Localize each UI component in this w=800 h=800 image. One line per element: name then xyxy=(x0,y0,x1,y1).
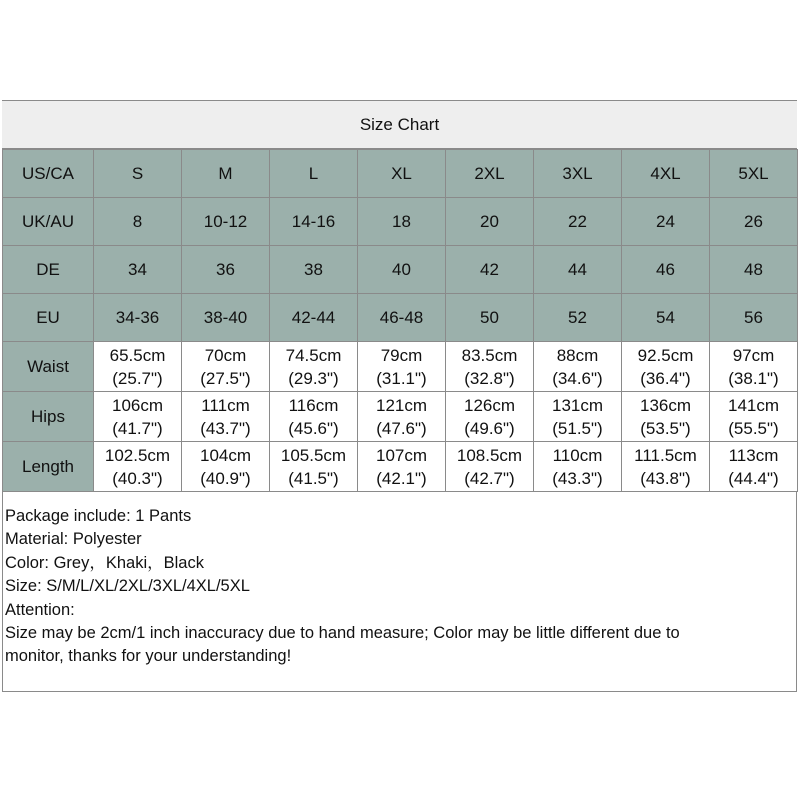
size-cell: 42-44 xyxy=(270,294,358,342)
size-cell: 3XL xyxy=(534,150,622,198)
row-label: UK/AU xyxy=(3,198,94,246)
size-cell: 44 xyxy=(534,246,622,294)
measure-cell xyxy=(446,442,534,492)
size-cell: 40 xyxy=(358,246,446,294)
size-cell: 46 xyxy=(622,246,710,294)
measure-cell xyxy=(622,442,710,492)
measure-cm: 121cm xyxy=(375,395,428,415)
measure-cm: 70cm xyxy=(204,345,247,365)
measure-cell xyxy=(622,342,710,392)
measure-cell xyxy=(710,392,798,442)
measure-cm: 116cm xyxy=(288,395,339,415)
measure-cell xyxy=(94,442,182,492)
size-cell: 4XL xyxy=(622,150,710,198)
measure-cell xyxy=(270,442,358,492)
measure-inch: (25.7") xyxy=(112,368,163,388)
measure-cm: 97cm xyxy=(732,345,775,365)
size-cell: 20 xyxy=(446,198,534,246)
measure-inch: (45.6") xyxy=(288,418,339,438)
size-cell: 56 xyxy=(710,294,798,342)
measure-cm: 83.5cm xyxy=(461,345,518,365)
measure-inch: (55.5") xyxy=(728,418,779,438)
size-cell: 18 xyxy=(358,198,446,246)
size-cell: 26 xyxy=(710,198,798,246)
measure-cell xyxy=(534,442,622,492)
measure-cell xyxy=(358,392,446,442)
measure-cell xyxy=(446,342,534,392)
row-label: US/CA xyxy=(3,150,94,198)
measure-cell xyxy=(534,392,622,442)
note-attention-text-2: monitor, thanks for your understanding! xyxy=(5,647,292,666)
measure-inch: (40.3") xyxy=(112,468,163,488)
size-cell: 46-48 xyxy=(358,294,446,342)
measure-inch: (42.1") xyxy=(376,468,427,488)
size-cell: 22 xyxy=(534,198,622,246)
measure-inch: (43.3") xyxy=(552,468,603,488)
measure-cm: 92.5cm xyxy=(637,345,694,365)
measure-cm: 102.5cm xyxy=(104,445,171,465)
measure-inch: (31.1") xyxy=(376,368,427,388)
measure-cm: 108.5cm xyxy=(456,445,523,465)
size-cell: 38 xyxy=(270,246,358,294)
measure-cell xyxy=(94,392,182,442)
size-cell: 42 xyxy=(446,246,534,294)
measure-cell xyxy=(622,392,710,442)
measure-cm: 113cm xyxy=(728,445,779,465)
note-color: Color: Grey，Khaki，Black xyxy=(5,553,204,572)
size-chart-title: Size Chart xyxy=(2,101,797,149)
measure-cell xyxy=(446,392,534,442)
measure-cell xyxy=(94,342,182,392)
measure-inch: (27.5") xyxy=(200,368,251,388)
note-material: Material: Polyester xyxy=(5,530,142,549)
measure-inch: (42.7") xyxy=(464,468,515,488)
size-table xyxy=(2,149,798,492)
measure-inch: (43.7") xyxy=(200,418,251,438)
measure-cell xyxy=(182,442,270,492)
measure-cell xyxy=(358,342,446,392)
size-cell: 38-40 xyxy=(182,294,270,342)
measure-row-waist xyxy=(3,342,798,392)
row-label: Waist xyxy=(3,342,94,392)
size-cell: 24 xyxy=(622,198,710,246)
measure-cm: 88cm xyxy=(556,345,599,365)
row-label: Hips xyxy=(3,392,94,442)
measure-cell xyxy=(182,392,270,442)
row-label: Length xyxy=(3,442,94,492)
measure-cm: 105.5cm xyxy=(280,445,347,465)
measure-cm: 74.5cm xyxy=(285,345,342,365)
measure-cell xyxy=(270,342,358,392)
measure-inch: (38.1") xyxy=(728,368,779,388)
size-cell: S xyxy=(94,150,182,198)
measure-cm: 111cm xyxy=(201,395,250,415)
row-label: EU xyxy=(3,294,94,342)
size-row-us-ca xyxy=(3,150,798,198)
measure-cm: 110cm xyxy=(552,445,603,465)
measure-inch: (53.5") xyxy=(640,418,691,438)
size-cell: 36 xyxy=(182,246,270,294)
measure-cm: 79cm xyxy=(380,345,423,365)
size-cell: 10-12 xyxy=(182,198,270,246)
size-cell: XL xyxy=(358,150,446,198)
measure-inch: (51.5") xyxy=(552,418,603,438)
measure-cm: 141cm xyxy=(727,395,780,415)
measure-cell xyxy=(358,442,446,492)
measure-cm: 131cm xyxy=(551,395,604,415)
size-cell: 54 xyxy=(622,294,710,342)
size-cell: 34-36 xyxy=(94,294,182,342)
measure-cell xyxy=(710,442,798,492)
size-cell: 50 xyxy=(446,294,534,342)
measure-inch: (47.6") xyxy=(376,418,427,438)
measure-inch: (41.5") xyxy=(288,468,339,488)
size-cell: 5XL xyxy=(710,150,798,198)
size-cell: 8 xyxy=(94,198,182,246)
measure-cm: 106cm xyxy=(111,395,164,415)
measure-inch: (40.9") xyxy=(200,468,251,488)
measure-cm: 126cm xyxy=(463,395,516,415)
measure-inch: (44.4") xyxy=(728,468,779,488)
product-notes xyxy=(5,505,795,669)
measure-inch: (49.6") xyxy=(464,418,515,438)
measure-cell xyxy=(534,342,622,392)
note-size: Size: S/M/L/XL/2XL/3XL/4XL/5XL xyxy=(5,577,250,596)
measure-inch: (29.3") xyxy=(288,368,339,388)
measure-inch: (43.8") xyxy=(640,468,691,488)
size-cell: 34 xyxy=(94,246,182,294)
measure-inch: (32.8") xyxy=(464,368,515,388)
size-cell: 14-16 xyxy=(270,198,358,246)
note-attention: Attention: xyxy=(5,600,75,619)
measure-inch: (41.7") xyxy=(112,418,163,438)
size-row-eu xyxy=(3,294,798,342)
measure-cm: 107cm xyxy=(375,445,428,465)
size-row-uk-au xyxy=(3,198,798,246)
size-cell: 48 xyxy=(710,246,798,294)
note-package: Package include: 1 Pants xyxy=(5,507,192,525)
measure-inch: (34.6") xyxy=(552,368,603,388)
measure-cell xyxy=(270,392,358,442)
measure-cell xyxy=(710,342,798,392)
measure-row-length xyxy=(3,442,798,492)
size-row-de xyxy=(3,246,798,294)
note-attention-text-1: Size may be 2cm/1 inch inaccuracy due to hand measure; Color may be little different due to xyxy=(5,624,680,643)
measure-cm: 65.5cm xyxy=(109,345,166,365)
measure-row-hips xyxy=(3,392,798,442)
row-label: DE xyxy=(3,246,94,294)
measure-cm: 136cm xyxy=(639,395,692,415)
measure-cell xyxy=(182,342,270,392)
size-cell: M xyxy=(182,150,270,198)
size-cell: 2XL xyxy=(446,150,534,198)
size-cell: 52 xyxy=(534,294,622,342)
size-cell: L xyxy=(270,150,358,198)
measure-cm: 111.5cm xyxy=(634,445,697,465)
measure-cm: 104cm xyxy=(199,445,252,465)
measure-inch: (36.4") xyxy=(640,368,691,388)
